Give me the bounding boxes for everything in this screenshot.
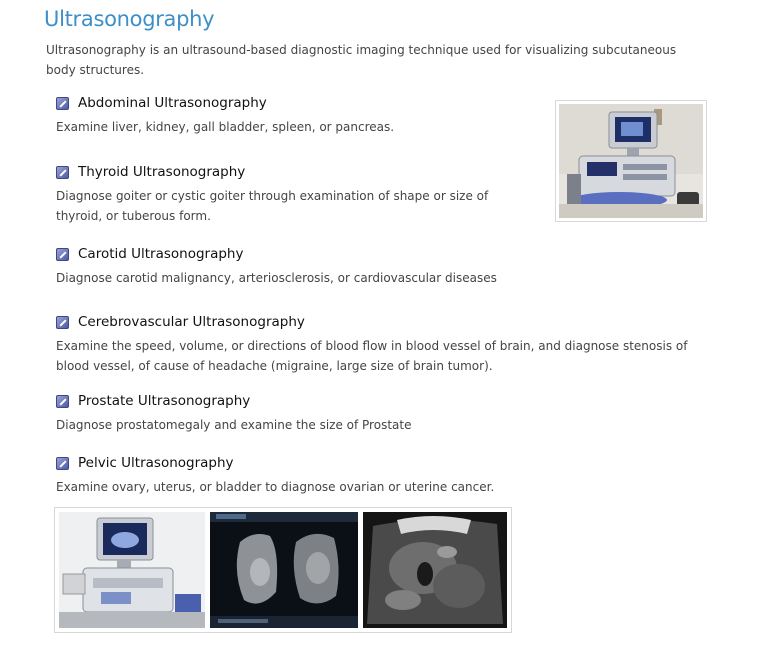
page-title: Ultrasonography	[44, 7, 215, 31]
pen-icon	[56, 316, 69, 329]
section-title: Prostate Ultrasonography	[78, 393, 251, 409]
section-title: Cerebrovascular Ultrasonography	[78, 314, 305, 330]
ultrasound-device-photo	[59, 512, 205, 628]
pen-icon	[56, 395, 69, 408]
intro-text: Ultrasonography is an ultrasound-based diagnostic imaging technique used for visualizing subcutaneous body structures.	[46, 43, 677, 77]
ultrasound-machine-photo	[555, 100, 707, 222]
section-description: Diagnose carotid malignancy, arteriosclerosis, or cardiovascular diseases	[56, 271, 497, 285]
pen-icon	[56, 166, 69, 179]
ultrasound-grayscale-image	[363, 512, 507, 628]
section-pelvic	[56, 453, 556, 497]
pen-icon	[56, 97, 69, 110]
section-thyroid	[56, 162, 516, 226]
section-title: Thyroid Ultrasonography	[78, 164, 246, 180]
section-description: Diagnose goiter or cystic goiter through examination of shape or size of thyroid, or tuberous form.	[56, 189, 489, 223]
pen-icon	[56, 457, 69, 470]
pen-icon	[56, 248, 69, 261]
section-description: Examine ovary, uterus, or bladder to diagnose ovarian or uterine cancer.	[56, 480, 495, 494]
ultrasound-image-strip	[54, 507, 512, 633]
section-title: Carotid Ultrasonography	[78, 246, 244, 262]
section-description: Diagnose prostatomegaly and examine the size of Prostate	[56, 418, 412, 432]
section-title: Pelvic Ultrasonography	[78, 455, 234, 471]
ultrasound-scan-screen	[210, 512, 358, 628]
section-carotid	[56, 244, 556, 288]
section-description: Examine liver, kidney, gall bladder, spleen, or pancreas.	[56, 120, 395, 134]
section-cerebrovascular	[56, 312, 706, 376]
section-description: Examine the speed, volume, or directions of blood flow in blood vessel of brain, and diagnose stenosis of blood vessel, of cause of headache (migraine, large size of brain tumor).	[56, 339, 688, 373]
section-abdominal	[56, 93, 536, 137]
section-prostate	[56, 391, 556, 435]
section-title: Abdominal Ultrasonography	[78, 95, 267, 111]
